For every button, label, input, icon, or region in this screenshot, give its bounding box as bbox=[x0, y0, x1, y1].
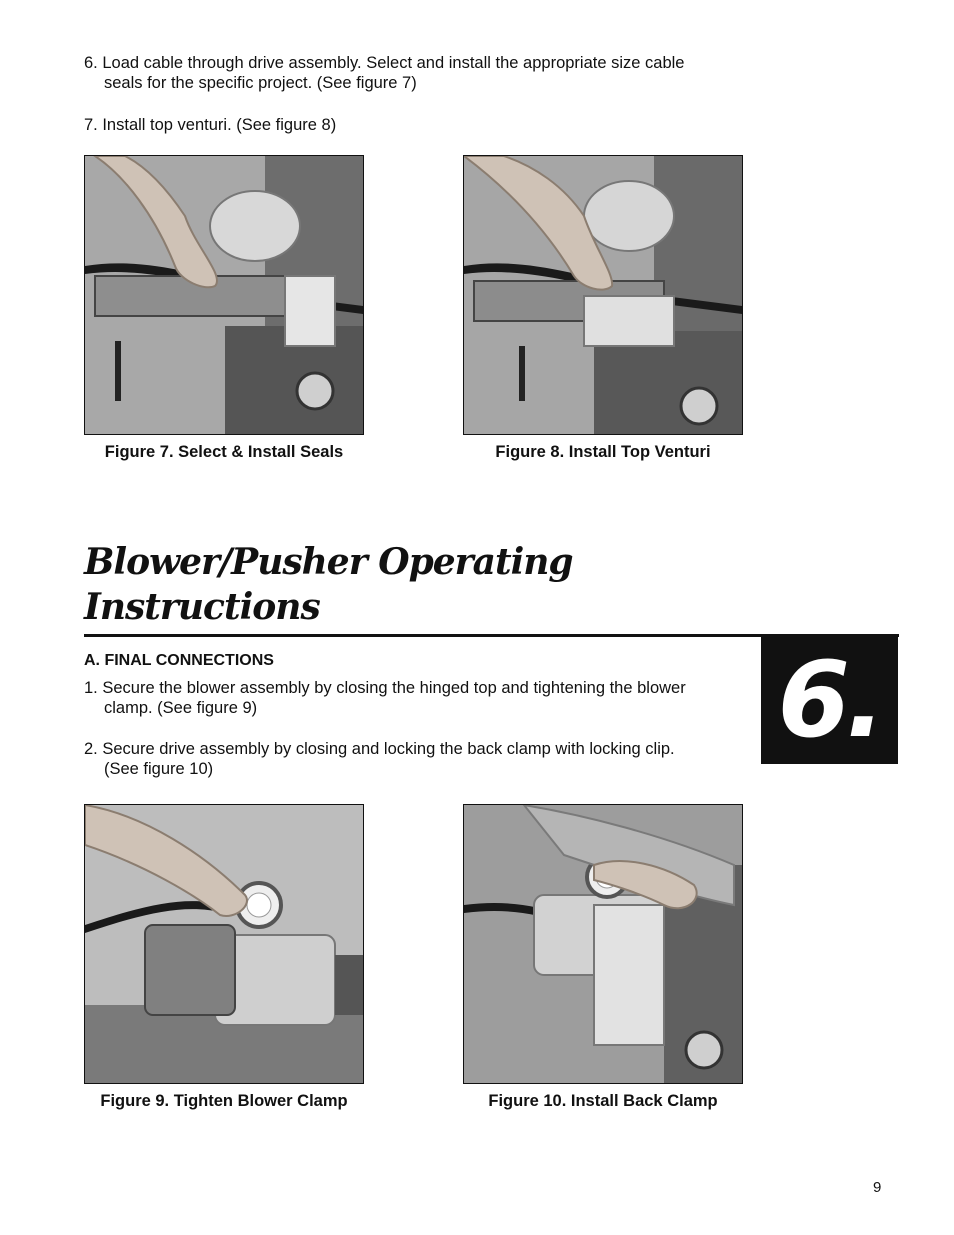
figure-10-caption: Figure 10. Install Back Clamp bbox=[488, 1092, 718, 1110]
figure-9-photo bbox=[84, 804, 364, 1084]
step-6-line2: seals for the specific project. (See figure 7) bbox=[104, 74, 417, 92]
figure-10-photo bbox=[463, 804, 743, 1084]
figure-7-illustration bbox=[85, 156, 363, 434]
step-6-line1: 6. Load cable through drive assembly. Select and install the appropriate size cable bbox=[84, 54, 685, 72]
step-6 bbox=[84, 53, 684, 93]
figure-8-illustration bbox=[464, 156, 742, 434]
step-2-line2: (See figure 10) bbox=[104, 760, 214, 778]
page-number: 9 bbox=[873, 1179, 882, 1196]
section-title-line1: Blower/Pusher Operating bbox=[84, 541, 573, 583]
section-number-badge: 6. bbox=[761, 637, 898, 764]
step-1-line1: 1. Secure the blower assembly by closing the hinged top and tightening the blower bbox=[84, 679, 686, 697]
section-title-line2: Instructions bbox=[84, 586, 320, 628]
figure-8-photo bbox=[463, 155, 743, 435]
step-2 bbox=[84, 739, 675, 779]
section-title bbox=[84, 540, 573, 630]
figure-10-illustration bbox=[464, 805, 742, 1083]
step-7 bbox=[84, 115, 336, 135]
step-2-line1: 2. Secure drive assembly by closing and locking the back clamp with locking clip. bbox=[84, 740, 675, 758]
figure-7-caption: Figure 7. Select & Install Seals bbox=[104, 443, 344, 461]
figure-8-caption: Figure 8. Install Top Venturi bbox=[495, 443, 711, 461]
subsection-heading: A. FINAL CONNECTIONS bbox=[84, 652, 274, 669]
figure-9-illustration bbox=[85, 805, 363, 1083]
figure-9-caption: Figure 9. Tighten Blower Clamp bbox=[100, 1092, 348, 1110]
step-1 bbox=[84, 678, 686, 718]
step-7-line1: 7. Install top venturi. (See figure 8) bbox=[84, 116, 337, 134]
figure-7-photo bbox=[84, 155, 364, 435]
step-1-line2: clamp. (See figure 9) bbox=[104, 699, 258, 717]
